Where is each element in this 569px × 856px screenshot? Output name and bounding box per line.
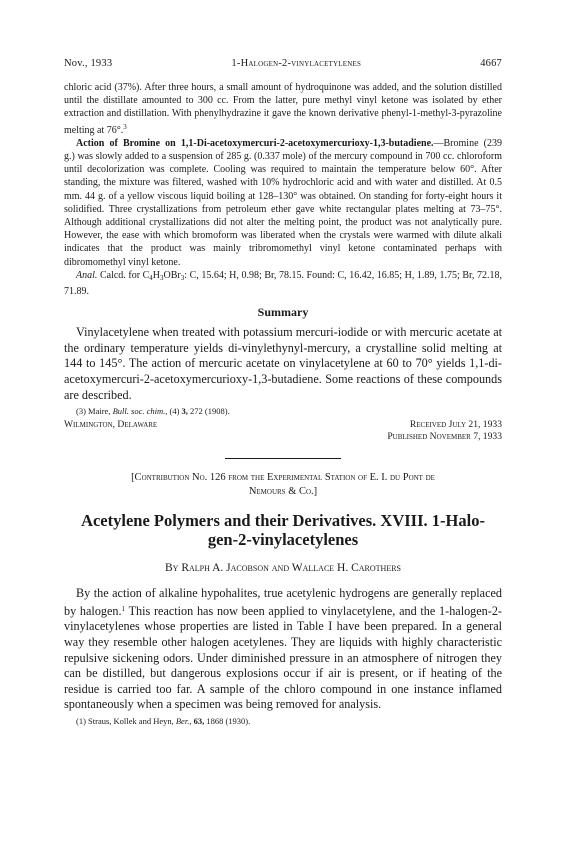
location: Wilmington, Delaware (64, 419, 158, 431)
received-date: Received July 21, 1933 (409, 419, 502, 431)
article-body (64, 586, 502, 713)
subsection-heading: Action of Bromine on 1,1-Di-acetoxymercuri-2-acetoxymercurioxy-1,3-butadiene. (76, 137, 434, 149)
contribution-note: [Contribution No. 126 from the Experimental Station of E. I. du Pont de Nemours & Co.] (131, 472, 435, 498)
paragraph-bromine-action: Action of Bromine on 1,1-Di-acetoxymercuri-2-acetoxymercurioxy-1,3-butadiene.—Bromine (239 g.) was slowly added to a suspension of 285 g. (0.337 mole) of the mercury compound in 700 cc. chloroform until decolorization was complete. Cooling was required to maintain the temperature below 60°. After standing, the mixture was filtered, washed with 10% hydrochloric acid and with water and distilled. At 0.5 mm. 44 g. of a yellow viscous liquid boiling at 128–130° was obtained. On standing for forty-eight hours it solidified. Three crystallizations from petroleum ether gave white rectangular plates melting at 73–75°. Although additional crystallizations did not alter the melting point, the product was not analytically pure. However, the ease with which bromoform was liberated when the crystals were warmed with dilute alkali indicates that the product was mainly tribromomethyl vinyl ketone contaminated perhaps with dibromomethyl vinyl ketone. (64, 137, 503, 268)
header-date: Nov., 1933 (64, 58, 113, 69)
section-divider (225, 458, 341, 459)
footnote-3: (3) Maire, Bull. soc. chim., (4) 3, 272 (1908). (76, 406, 230, 417)
summary-section (64, 325, 502, 403)
summary-paragraph: Vinylacetylene when treated with potassium mercuri-iodide or with mercuric acetate at the ordinary temperature yields di-vinylethynyl-mercury, a crystalline solid melting at 144 to 145°. The action of mercuric acetate on vinylacetylene at 60 to 70° yields 1,1-di-acetoxymercuri-2-acetoxymercurioxy-1,3-butadiene. Some reactions of these compounds are described. (64, 325, 502, 402)
summary-heading: Summary (257, 305, 309, 320)
paragraph-continuation: chloric acid (37%). After three hours, a small amount of hydroquinone was added, and the solution distilled until the distillate amounted to 300 cc. From the latter, pure methyl vinyl ketone was isolated by ether extraction and distillation. With phenylhydrazine it gave the known derivative phenyl-1-methyl-3-pyrazoline melting at 76°.$^3$ (64, 82, 502, 136)
footnote-ref-1: 1 (121, 604, 126, 613)
received-block (64, 419, 502, 443)
article-title: Acetylene Polymers and their Derivatives. XVIII. 1-Halo- gen-2-vinylacetylenes (81, 511, 485, 550)
header-page-number: 4667 (480, 58, 502, 69)
experimental-section (64, 81, 502, 298)
intro-paragraph: By the action of alkaline hypohalites, true acetylenic hydrogens are generally replaced by halogen.$^1$ This reaction has now been applied to vinylacetylene, and the 1-halogen-2-vinylacetylenes whose properties are listed in Table I have been prepared. In a general way they resemble other halogen acetylenes. They are liquids with highly characteristic repulsive sickening odors. Under diminished pressure in an atmosphere of nitrogen they can be distilled, but dangerous explosions occur if air is present, or if heating of the residue is carried too far. A sample of the chloro compound in one instance inflamed spontaneously when a specimen was being removed for analysis. (64, 586, 502, 712)
analysis-line: Anal. Calcd. for $C_4H_3OBr_3$: C, 15.64; H, 0.98; Br, 78.15. Found: C, 16.42, 16.85; H, 1.89, 1.75; Br, 72.18, 71.89. (64, 269, 503, 298)
article-authors: By Ralph A. Jacobson and Wallace H. Carothers (165, 562, 401, 575)
footnote-1: (1) Straus, Kollek and Heyn, Ber., 63, 1868 (1930). (76, 715, 251, 726)
running-header (64, 58, 502, 69)
header-running-title: 1-Halogen-2-vinylacetylenes (231, 58, 362, 69)
footnote-ref-3: 3 (123, 122, 127, 131)
journal-page (64, 58, 502, 727)
published-date: Published November 7, 1933 (387, 431, 502, 443)
